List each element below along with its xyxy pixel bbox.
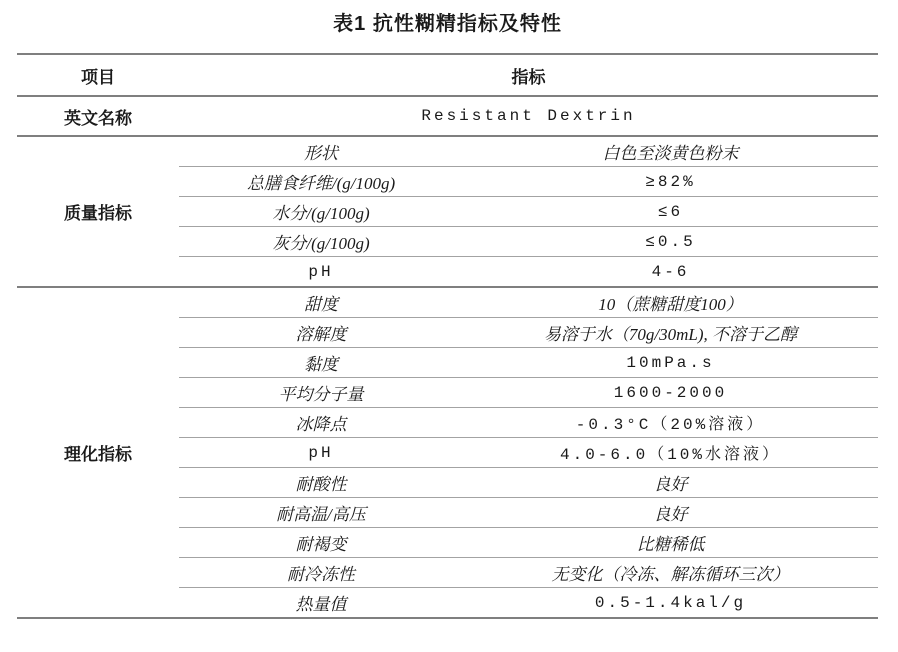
spec-value-cell: 1600-2000 [463, 378, 878, 408]
table-header-row [17, 54, 878, 96]
table-block [17, 13, 878, 619]
table-row [17, 96, 878, 136]
spec-value-cell: 4.0-6.0（10%水溶液） [463, 438, 878, 468]
header-indicator-cell: 指标 [179, 54, 878, 96]
spec-item-cell: 灰分/(g/100g) [179, 227, 463, 257]
spec-item-cell: 耐冷冻性 [179, 558, 463, 588]
spec-item-cell: 平均分子量 [179, 378, 463, 408]
table-row [17, 287, 878, 318]
spec-item-cell: 冰降点 [179, 408, 463, 438]
header-item-cell: 项目 [17, 54, 179, 96]
spec-value-cell: 易溶于水（70g/30mL), 不溶于乙醇 [463, 318, 878, 348]
table-caption: 表1 抗性糊精指标及特性 [333, 13, 562, 35]
spec-value-cell: ≤0.5 [463, 227, 878, 257]
spec-item-cell: 甜度 [179, 287, 463, 318]
spec-item-cell: 溶解度 [179, 318, 463, 348]
spec-value-cell: 无变化（冷冻、解冻循环三次） [463, 558, 878, 588]
resistant-dextrin-spec-table [17, 53, 878, 619]
spec-item-cell: 形状 [179, 136, 463, 167]
spec-item-cell: pH [179, 257, 463, 288]
section-label-cell-quality: 质量指标 [17, 136, 179, 287]
spec-value-cell: ≥82% [463, 167, 878, 197]
spec-value-cell: 良好 [463, 468, 878, 498]
table-row [17, 136, 878, 167]
spec-item-cell: 黏度 [179, 348, 463, 378]
spec-value-cell: 10mPa.s [463, 348, 878, 378]
spec-value-cell: 比糖稀低 [463, 528, 878, 558]
spec-item-cell: 热量值 [295, 595, 347, 614]
spec-value-cell: 良好 [463, 498, 878, 528]
spec-value-cell: 10（蔗糖甜度100） [463, 287, 878, 318]
spec-item-cell: 耐褐变 [179, 528, 463, 558]
spec-value-cell: 白色至淡黄色粉末 [463, 136, 878, 167]
english-name-label-cell: 英文名称 [17, 96, 179, 136]
spec-value-cell: 4-6 [463, 257, 878, 288]
spec-item-cell: 总膳食纤维/(g/100g) [179, 167, 463, 197]
spec-item-cell: pH [179, 438, 463, 468]
spec-item-cell: 耐酸性 [179, 468, 463, 498]
spec-item-cell: 水分/(g/100g) [179, 197, 463, 227]
section-label-cell-physicochemical: 理化指标 [64, 445, 132, 464]
spec-value-cell: ≤6 [463, 197, 878, 227]
spec-value-cell: -0.3°C（20%溶液） [463, 408, 878, 438]
spec-item-cell: 耐高温/高压 [179, 498, 463, 528]
english-name-value-cell: Resistant Dextrin [179, 96, 878, 136]
spec-value-cell: 0.5-1.4kal/g [594, 593, 747, 612]
